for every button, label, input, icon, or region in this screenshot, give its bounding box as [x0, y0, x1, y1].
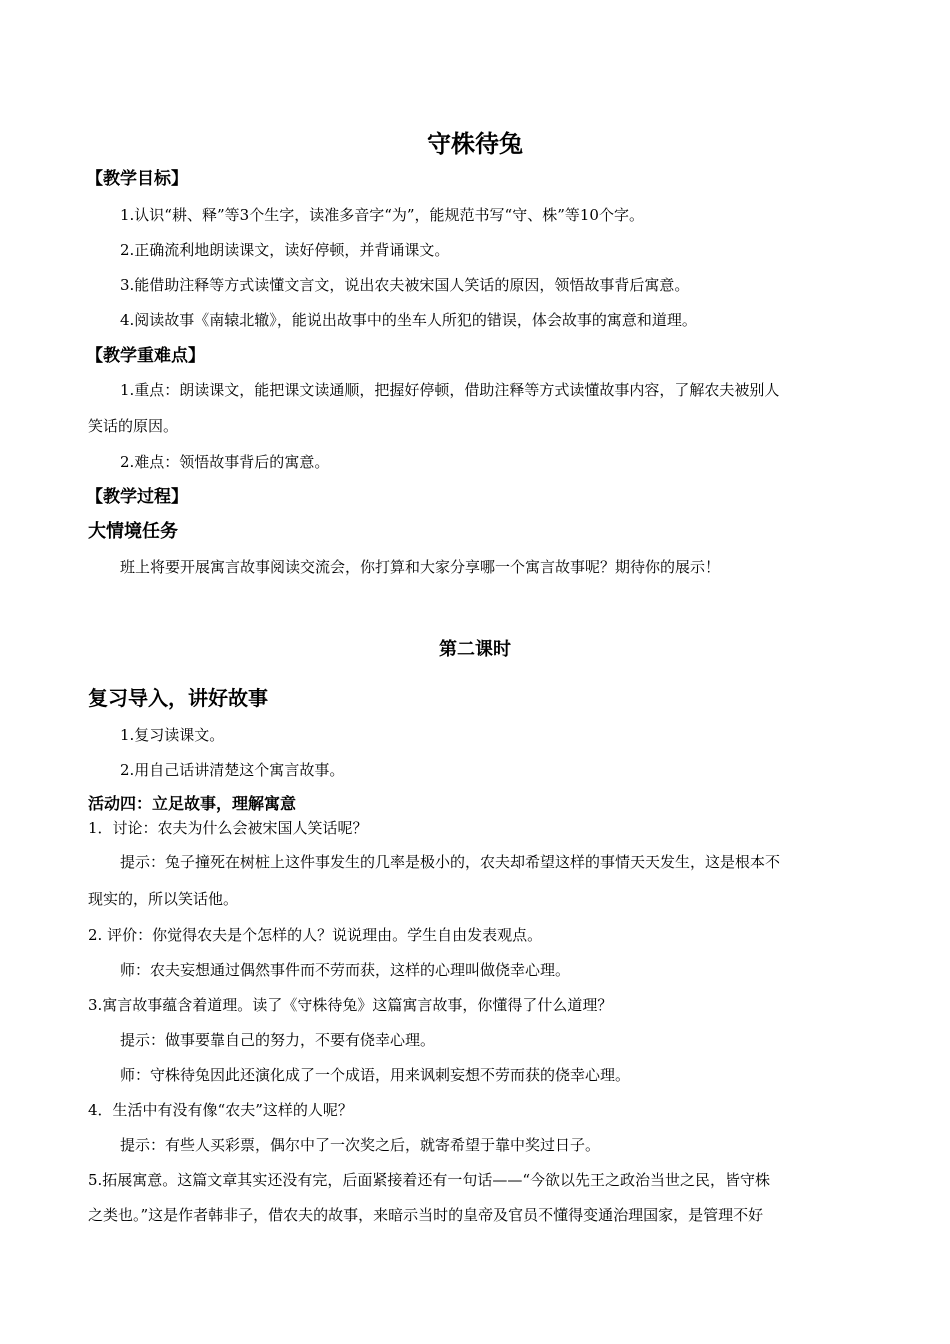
question-5-line-1: 5.拓展寓意。这篇文章其实还没有完，后面紧接着还有一句话——“今欲以先王之政治当世之民，皆守株 [88, 1171, 770, 1189]
question-2-teacher: 师：农夫妄想通过偶然事件而不劳而获，这样的心理叫做侥幸心理。 [120, 961, 571, 979]
objectives-heading: 【教学目标】 [86, 169, 188, 189]
keypoints-heading: 【教学重难点】 [86, 346, 205, 366]
question-1-hint-line-1: 提示：兔子撞死在树桩上这件事发生的几率是极小的，农夫却希望这样的事情天天发生，这是根本不 [120, 853, 781, 871]
question-1: 1．讨论：农夫为什么会被宋国人笑话呢？ [88, 819, 368, 837]
keypoint-item-1-line-2: 笑话的原因。 [88, 417, 179, 435]
objective-item-2: 2.正确流利地朗读课文，读好停顿，并背诵课文。 [120, 241, 450, 259]
question-4-hint: 提示：有些人买彩票，偶尔中了一次奖之后，就寄希望于靠中奖过日子。 [120, 1136, 601, 1154]
lesson-title: 第二课时 [439, 639, 511, 660]
task-heading: 大情境任务 [88, 521, 178, 542]
review-heading: 复习导入，讲好故事 [88, 686, 268, 710]
keypoint-item-1-line-1: 1.重点：朗读课文，能把课文读通顺，把握好停顿，借助注释等方式读懂故事内容，了解农夫被别人 [120, 381, 780, 399]
review-item-1: 1.复习读课文。 [120, 726, 225, 744]
question-3: 3.寓言故事蕴含着道理。读了《守株待兔》这篇寓言故事，你懂得了什么道理？ [88, 996, 613, 1014]
question-1-hint-line-2: 现实的，所以笑话他。 [88, 890, 239, 908]
question-3-teacher: 师：守株待兔因此还演化成了一个成语，用来讽刺妄想不劳而获的侥幸心理。 [120, 1066, 631, 1084]
keypoint-item-2: 2.难点：领悟故事背后的寓意。 [120, 453, 330, 471]
document-title: 守株待兔 [427, 130, 523, 158]
question-5-line-2: 之类也。”这是作者韩非子，借农夫的故事，来暗示当时的皇帝及官员不懂得变通治理国家，是管理不好 [88, 1206, 764, 1224]
activity-heading: 活动四：立足故事，理解寓意 [88, 794, 297, 813]
objective-item-3: 3.能借助注释等方式读懂文言文，说出农夫被宋国人笑话的原因，领悟故事背后寓意。 [120, 276, 690, 294]
objective-item-4: 4.阅读故事《南辕北辙》，能说出故事中的坐车人所犯的错误，体会故事的寓意和道理。 [120, 311, 697, 329]
question-4: 4．生活中有没有像“农夫”这样的人呢？ [88, 1101, 353, 1119]
objective-item-1: 1.认识“耕、释”等3个生字，读准多音字“为”，能规范书写“守、株”等10个字。 [120, 206, 644, 224]
process-heading: 【教学过程】 [86, 487, 188, 507]
task-text: 班上将要开展寓言故事阅读交流会，你打算和大家分享哪一个寓言故事呢？期待你的展示！ [120, 558, 721, 576]
question-2: 2. 评价：你觉得农夫是个怎样的人？说说理由。学生自由发表观点。 [88, 926, 543, 944]
review-item-2: 2.用自己话讲清楚这个寓言故事。 [120, 761, 345, 779]
question-3-hint: 提示：做事要靠自己的努力，不要有侥幸心理。 [120, 1031, 436, 1049]
